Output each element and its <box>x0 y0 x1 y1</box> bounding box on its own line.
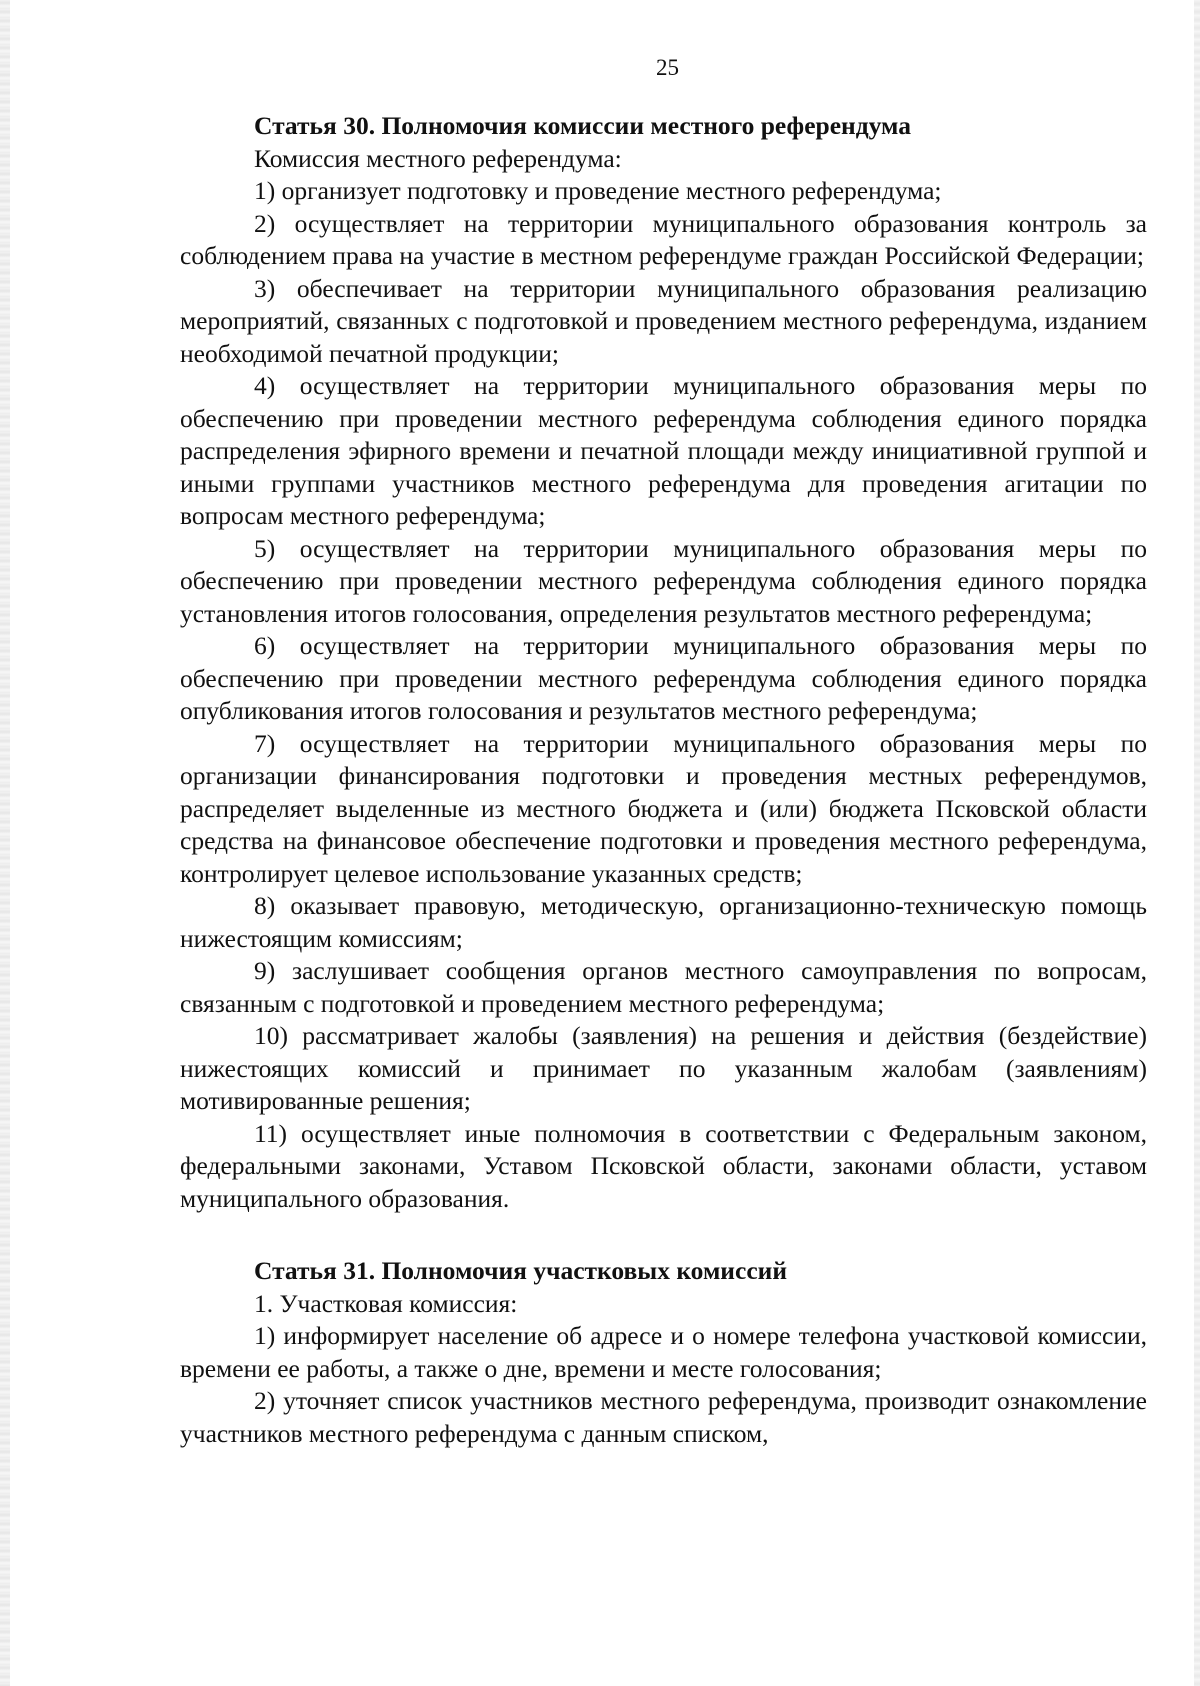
section-spacer <box>180 1215 1147 1255</box>
page-number: 25 <box>656 55 679 80</box>
article-31-item-1: 1) информирует население об адресе и о номере телефона участковой комиссии, времени ее работы, а также о дне, времени и месте голосования; <box>180 1321 1147 1383</box>
article-30-item-10: 10) рассматривает жалобы (заявления) на решения и действия (бездействие) нижестоящих комиссий и принимает по указанным жалобам (заявлениям) мотивированные решения; <box>180 1021 1147 1115</box>
document-page <box>180 110 1147 1450</box>
article-30-item-11: 11) осуществляет иные полномочия в соответствии с Федеральным законом, федеральными законами, Уставом Псковской области, законами области, уставом муниципального образования. <box>180 1118 1147 1213</box>
article-31-title: Статья 31. Полномочия участковых комиссий <box>254 1256 788 1285</box>
article-31-intro: 1. Участковая комиссия: <box>254 1288 518 1318</box>
article-30-title: Статья 30. Полномочия комиссии местного референдума <box>254 111 911 140</box>
article-31-item-2: 2) уточняет список участников местного референдума, производит ознакомление участников местного референдума с данным списком, <box>180 1386 1147 1448</box>
article-30-item-3: 3) обеспечивает на территории муниципального образования реализацию мероприятий, связанных с подготовкой и проведением местного референдума, изданием необходимой печатной продукции; <box>180 273 1147 368</box>
scan-edge-left <box>0 0 10 1686</box>
scan-edge-right <box>1194 0 1200 1686</box>
article-30-item-5: 5) осуществляет на территории муниципального образования меры по обеспечению при проведении местного референдума соблюдения единого порядка установления итогов голосования, определения результатов местного референдума; <box>180 533 1147 628</box>
article-30-intro: Комиссия местного референдума: <box>254 143 622 173</box>
article-30-item-7: 7) осуществляет на территории муниципального образования меры по организации финансирования подготовки и проведения местных референдумов, распределяет выделенные из местного бюджета и (или) бюджета Псковской области средства на финансовое обеспечение подготовки и проведения местного референдума, контролирует целевое использование указанных средств; <box>180 728 1147 888</box>
article-30-item-6: 6) осуществляет на территории муниципального образования меры по обеспечению при проведении местного референдума соблюдения единого порядка опубликования итогов голосования и результатов местного референдума; <box>180 631 1147 725</box>
article-30-item-8: 8) оказывает правовую, методическую, организационно-техническую помощь нижестоящим комиссиям; <box>180 891 1147 953</box>
article-30-item-2: 2) осуществляет на территории муниципального образования контроль за соблюдением права на участие в местном референдуме граждан Российской Федерации; <box>180 208 1147 270</box>
article-30-item-9: 9) заслушивает сообщения органов местного самоуправления по вопросам, связанным с подготовкой и проведением местного референдума; <box>180 956 1147 1018</box>
article-30-item-1: 1) организует подготовку и проведение местного референдума; <box>254 176 942 205</box>
article-30-item-4: 4) осуществляет на территории муниципального образования меры по обеспечению при проведении местного референдума соблюдения единого порядка распределения эфирного времени и печатной площади между инициативной группой и иными группами участников местного референдума для проведения агитации по вопросам местного референдума; <box>180 371 1147 530</box>
